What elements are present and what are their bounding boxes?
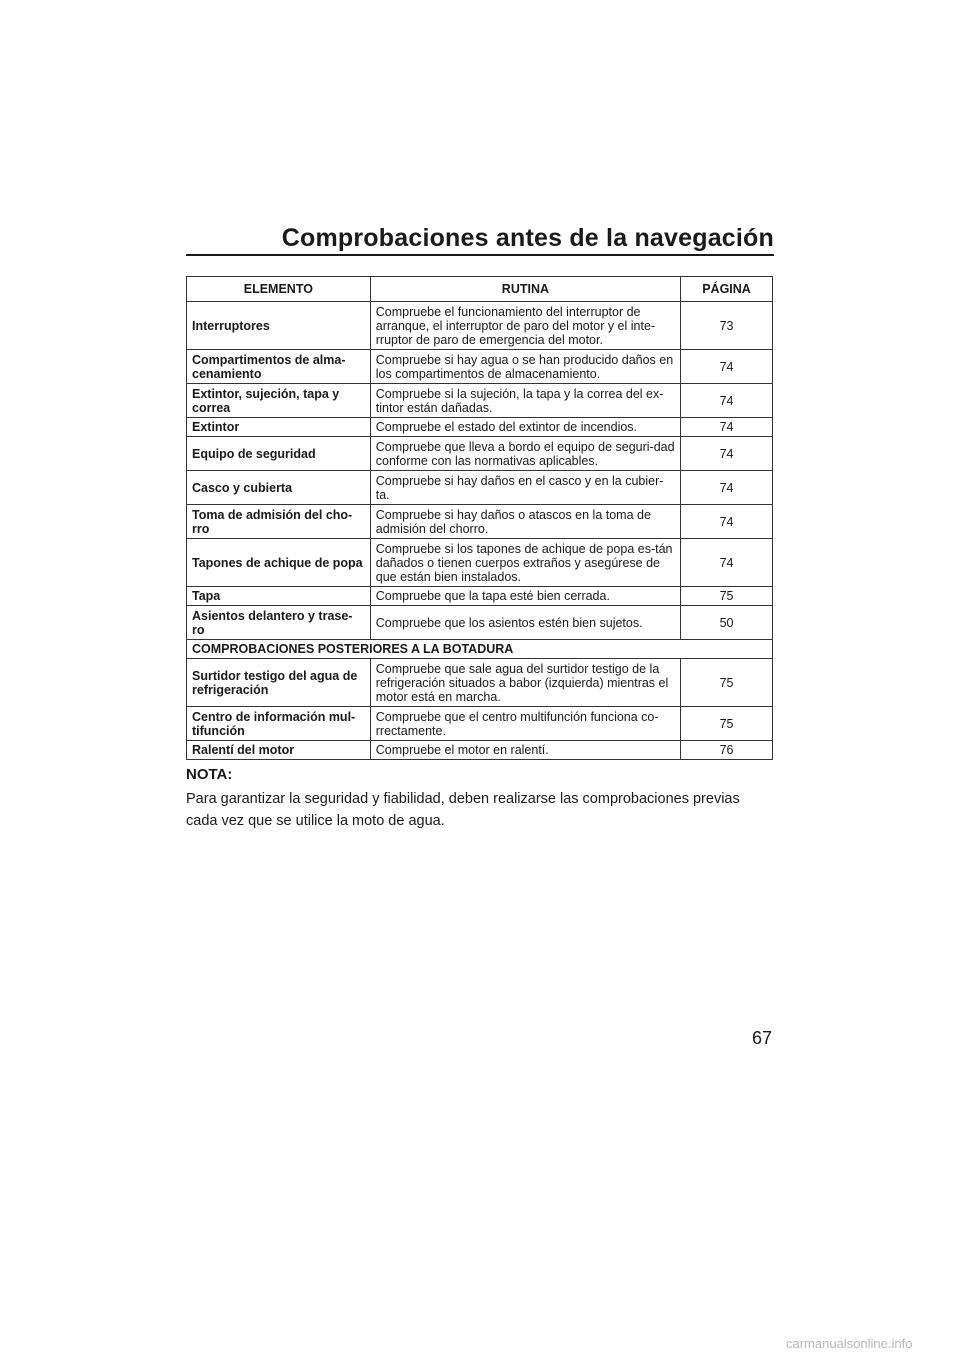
routine-cell: Compruebe que lleva a bordo el equipo de seguri-dad conforme con las normativas aplicables. xyxy=(370,437,680,471)
item-cell: Extintor xyxy=(187,418,371,437)
page-cell: 75 xyxy=(681,659,773,707)
page-cell: 74 xyxy=(681,471,773,505)
item-cell: Centro de información mul-tifunción xyxy=(187,707,371,741)
item-cell: Surtidor testigo del agua de refrigeración xyxy=(187,659,371,707)
page-cell: 74 xyxy=(681,505,773,539)
table-row xyxy=(187,302,773,350)
table-row xyxy=(187,437,773,471)
table-body-pre xyxy=(187,302,773,760)
table-row xyxy=(187,587,773,606)
routine-cell: Compruebe que sale agua del surtidor testigo de la refrigeración situados a babor (izquierda) mientras el motor está en marcha. xyxy=(370,659,680,707)
table-row xyxy=(187,471,773,505)
item-cell: Tapa xyxy=(187,587,371,606)
page-cell: 76 xyxy=(681,741,773,760)
table-row xyxy=(187,505,773,539)
routine-check-table xyxy=(186,276,773,760)
column-header-page: PÁGINA xyxy=(681,277,773,302)
table-row xyxy=(187,350,773,384)
item-cell: Asientos delantero y trase-ro xyxy=(187,606,371,640)
table-row xyxy=(187,659,773,707)
routine-cell: Compruebe si la sujeción, la tapa y la correa del ex-tintor están dañadas. xyxy=(370,384,680,418)
page-cell: 75 xyxy=(681,707,773,741)
table-header-row xyxy=(187,277,773,302)
page-cell: 74 xyxy=(681,418,773,437)
page-number: 67 xyxy=(751,1028,772,1048)
item-cell: Equipo de seguridad xyxy=(187,437,371,471)
routine-cell: Compruebe que los asientos estén bien sujetos. xyxy=(370,606,680,640)
item-cell: Tapones de achique de popa xyxy=(187,539,371,587)
item-cell: Toma de admisión del cho-rro xyxy=(187,505,371,539)
page-cell: 74 xyxy=(681,539,773,587)
routine-cell: Compruebe si hay agua o se han producido daños en los compartimentos de almacenamiento. xyxy=(370,350,680,384)
note-heading: NOTA: xyxy=(186,766,233,783)
routine-cell: Compruebe si los tapones de achique de popa es-tán dañados o tienen cuerpos extraños y asegúrese de que están bien instalados. xyxy=(370,539,680,587)
routine-cell: Compruebe que la tapa esté bien cerrada. xyxy=(370,587,680,606)
table-row xyxy=(187,384,773,418)
table-row xyxy=(187,707,773,741)
item-cell: Casco y cubierta xyxy=(187,471,371,505)
page-cell: 74 xyxy=(681,437,773,471)
routine-cell: Compruebe si hay daños o atascos en la toma de admisión del chorro. xyxy=(370,505,680,539)
item-cell: Compartimentos de alma-cenamiento xyxy=(187,350,371,384)
routine-cell: Compruebe el funcionamiento del interruptor de arranque, el interruptor de paro del motor y el inte-rruptor de paro de emergencia del motor. xyxy=(370,302,680,350)
routine-cell: Compruebe que el centro multifunción funciona co-rrectamente. xyxy=(370,707,680,741)
note-text: Para garantizar la seguridad y fiabilidad, deben realizarse las comprobaciones previas cada vez que se utilice la moto de agua. xyxy=(186,791,740,829)
item-cell: Ralentí del motor xyxy=(187,741,371,760)
item-cell: Interruptores xyxy=(187,302,371,350)
page-title: Comprobaciones antes de la navegación xyxy=(281,224,774,252)
page-cell: 74 xyxy=(681,350,773,384)
table-row xyxy=(187,539,773,587)
section-heading: COMPROBACIONES POSTERIORES A LA BOTADURA xyxy=(187,640,773,659)
routine-cell: Compruebe el motor en ralentí. xyxy=(370,741,680,760)
item-cell: Extintor, sujeción, tapa y correa xyxy=(187,384,371,418)
column-header-item: ELEMENTO xyxy=(187,277,371,302)
table-row xyxy=(187,741,773,760)
page-cell: 75 xyxy=(681,587,773,606)
table-row xyxy=(187,606,773,640)
page-cell: 50 xyxy=(681,606,773,640)
routine-cell: Compruebe el estado del extintor de incendios. xyxy=(370,418,680,437)
routine-cell: Compruebe si hay daños en el casco y en la cubier-ta. xyxy=(370,471,680,505)
table-row xyxy=(187,418,773,437)
title-rule xyxy=(186,254,774,256)
page-cell: 74 xyxy=(681,384,773,418)
watermark-text: carmanualsonline.info xyxy=(786,1336,913,1351)
column-header-routine: RUTINA xyxy=(370,277,680,302)
section-row xyxy=(187,640,773,659)
page-cell: 73 xyxy=(681,302,773,350)
